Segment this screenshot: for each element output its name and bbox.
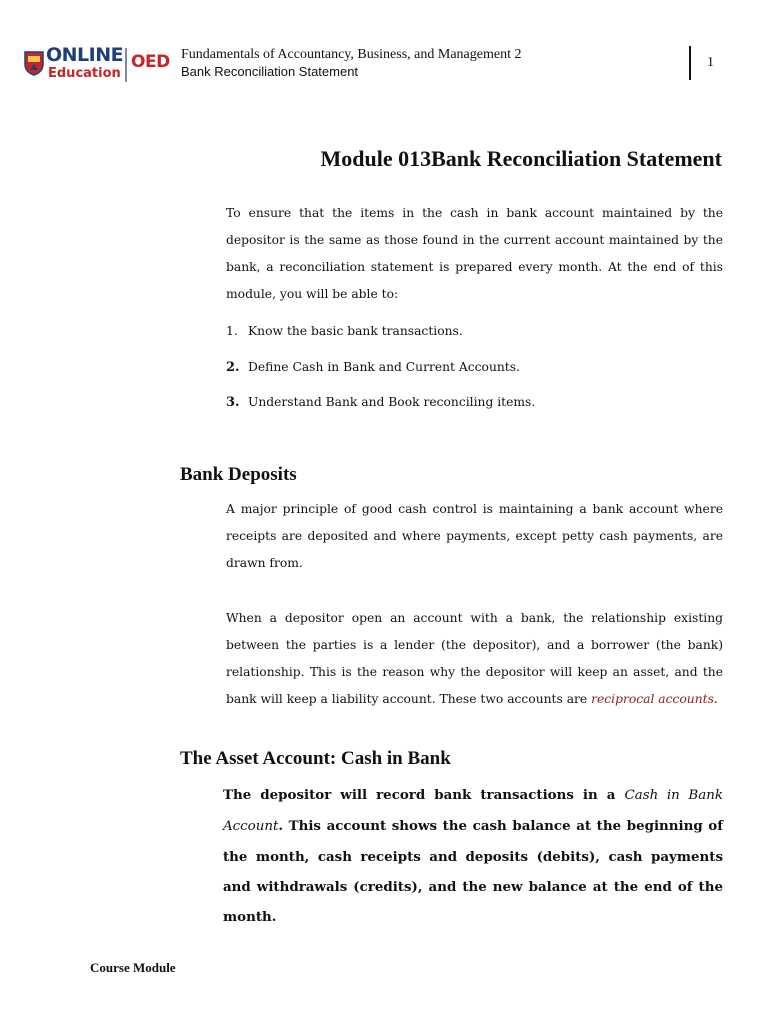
objective-number: 2. xyxy=(226,359,240,375)
asset-account-paragraph xyxy=(223,780,723,932)
objective-text: Understand Bank and Book reconciling items. xyxy=(248,395,536,409)
section-heading-asset-account: The Asset Account: Cash in Bank xyxy=(180,748,451,769)
online-education-logo xyxy=(24,44,174,84)
logo-education-text: Education xyxy=(48,66,121,81)
bank-deposits-paragraph-2 xyxy=(226,605,723,713)
paragraph-text: The depositor will record bank transactions in a xyxy=(223,787,625,803)
emphasis-reciprocal-accounts: reciprocal accounts xyxy=(591,692,714,706)
page-number: 1 xyxy=(707,55,714,70)
footer-label: Course Module xyxy=(90,960,176,975)
paragraph-text: . xyxy=(713,692,718,706)
course-title: Fundamentals of Accountancy, Business, and Management 2 xyxy=(181,47,522,62)
objective-item xyxy=(226,389,723,425)
objectives-list xyxy=(226,318,723,425)
header-divider xyxy=(689,46,691,80)
bank-deposits-paragraph-1: A major principle of good cash control is maintaining a bank account where receipts are deposited and where payments, except petty cash payments, are drawn from. xyxy=(226,502,723,570)
topic-title: Bank Reconciliation Statement xyxy=(181,64,359,79)
objective-number: 3. xyxy=(226,395,240,410)
paragraph-text: When a depositor open an account with a bank, the relationship existing between the parties is a lender (the depositor), and a borrower (the bank) relationship. This is the reason why the depositor will keep an asset, and the bank will keep a liability account. These two accounts are xyxy=(226,611,723,706)
objective-text: Define Cash in Bank and Current Accounts. xyxy=(248,359,520,374)
logo-online-text: ONLINE xyxy=(46,44,124,66)
logo-oed-mark: OED xyxy=(131,52,170,72)
objective-item xyxy=(226,354,723,390)
intro-paragraph: To ensure that the items in the cash in bank account maintained by the depositor is the same as those found in the current account maintained by the bank, a reconciliation statement is prepared every month. At the end of this module, you will be able to: xyxy=(226,206,723,301)
logo-divider xyxy=(125,48,127,82)
objective-item xyxy=(226,318,723,354)
shield-crest-icon xyxy=(24,50,44,76)
emphasis-cash-in-bank-account: Cash in Bank Account xyxy=(223,788,723,834)
objective-number: 1. xyxy=(226,324,238,338)
module-title: Module 013Bank Reconciliation Statement xyxy=(320,146,722,171)
section-heading-bank-deposits: Bank Deposits xyxy=(180,464,297,485)
objective-text: Know the basic bank transactions. xyxy=(248,324,463,338)
page-header xyxy=(24,40,744,90)
paragraph-text: . This account shows the cash balance at the beginning of the month, cash receipts and deposits (debits), cash payments and withdrawals (credits), and the new balance at the end of the month. xyxy=(223,818,723,925)
